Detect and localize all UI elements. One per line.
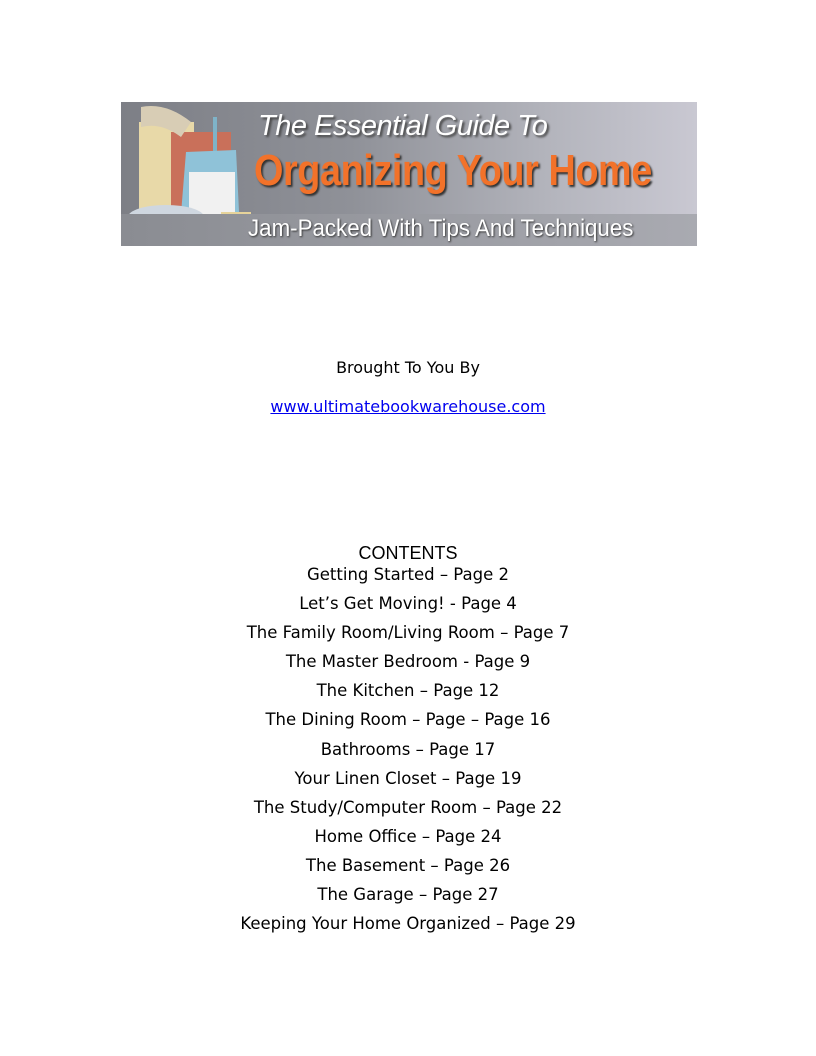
- banner-title: Organizing Your Home: [254, 146, 652, 195]
- toc-item: Getting Started – Page 2: [307, 565, 509, 584]
- toc-item: Home Office – Page 24: [314, 826, 502, 846]
- cover-banner: [121, 102, 697, 246]
- table-of-contents: [0, 564, 816, 942]
- brought-by-text: Brought To You By: [336, 358, 480, 377]
- banner-line-1: The Essential Guide To: [258, 110, 548, 142]
- website-link-wrapper: [0, 397, 816, 416]
- toc-item: The Dining Room – Page – Page 16: [265, 710, 551, 730]
- website-link[interactable]: www.ultimatebookwarehouse.com: [270, 397, 546, 416]
- toc-item: The Family Room/Living Room – Page 7: [246, 623, 570, 643]
- toc-item: Keeping Your Home Organized – Page 29: [240, 914, 576, 934]
- toc-item: The Kitchen – Page 12: [316, 681, 500, 701]
- toc-item: The Study/Computer Room – Page 22: [253, 797, 563, 817]
- contents-heading: CONTENTS: [358, 543, 458, 563]
- toc-item: The Garage – Page 27: [317, 885, 499, 905]
- toc-item: The Basement – Page 26: [305, 855, 511, 875]
- toc-item: Your Linen Closet – Page 19: [294, 768, 522, 788]
- banner-subtitle: Jam-Packed With Tips And Techniques: [248, 215, 634, 242]
- toc-item: Bathrooms – Page 17: [320, 739, 496, 759]
- toc-item: The Master Bedroom - Page 9: [285, 652, 531, 672]
- toc-item: Let’s Get Moving! - Page 4: [299, 594, 517, 614]
